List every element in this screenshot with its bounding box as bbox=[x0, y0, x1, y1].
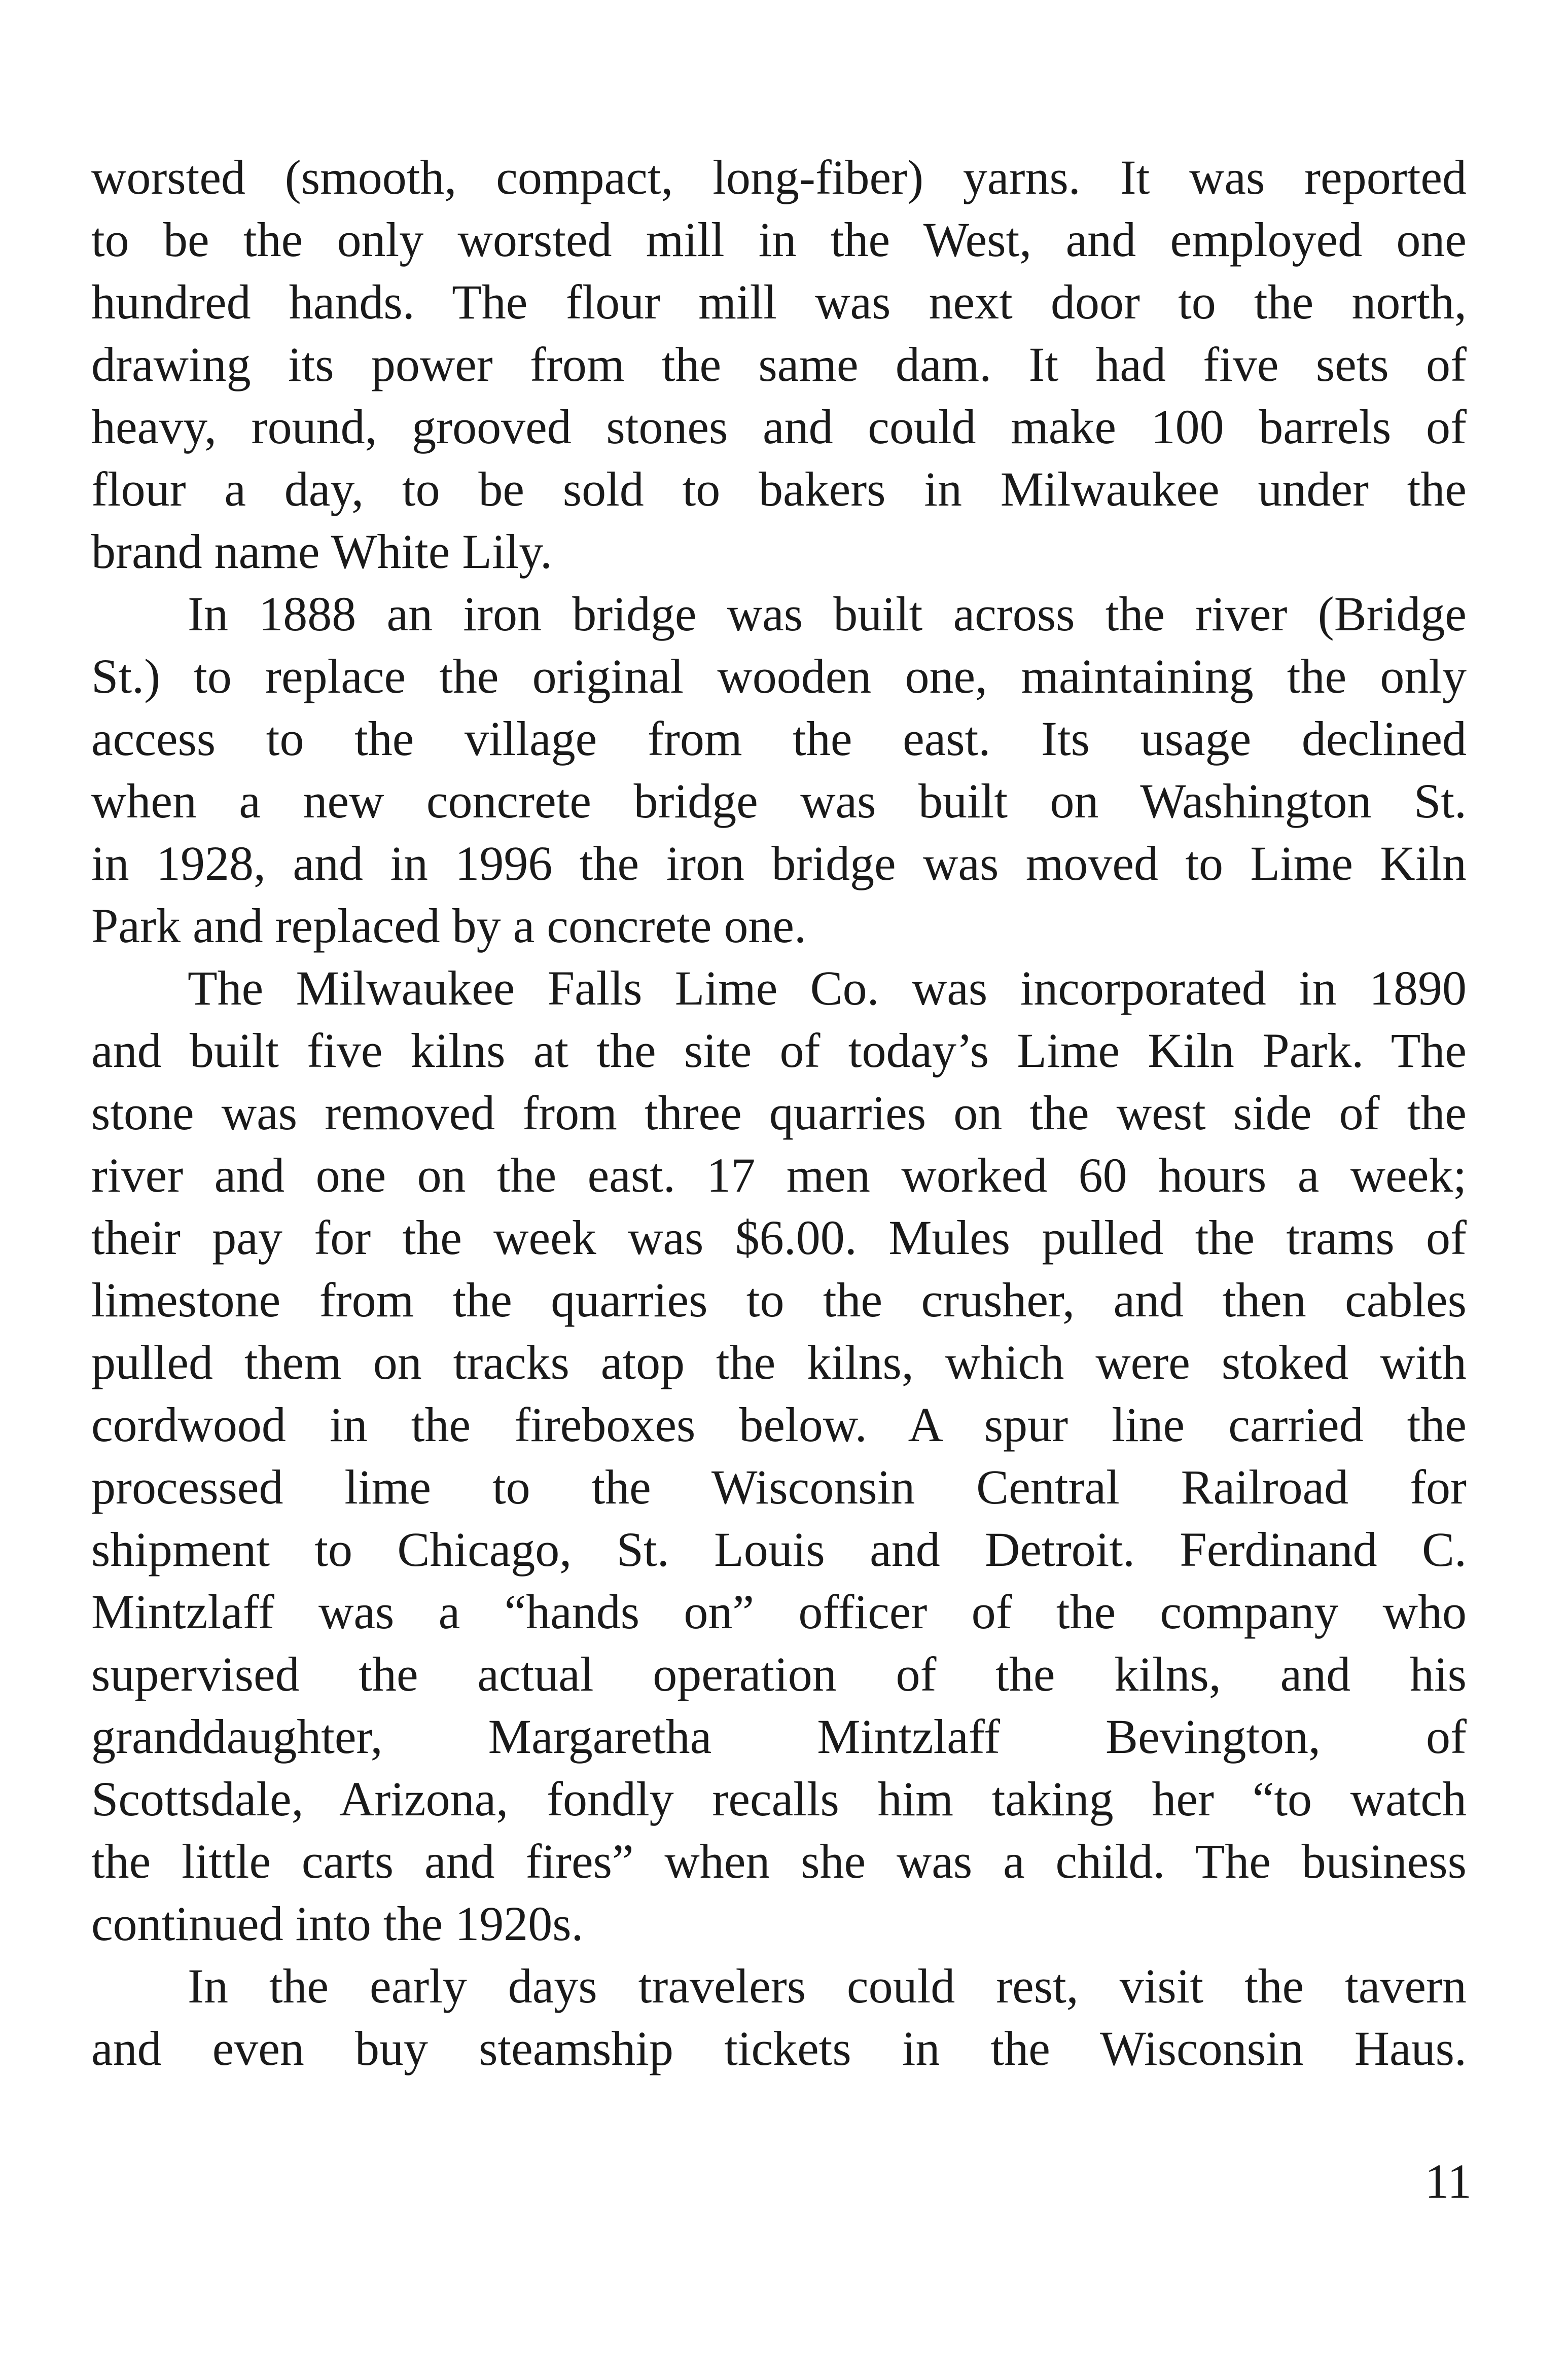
text-line: when a new concrete bridge was built on Washington St. bbox=[91, 774, 1467, 828]
page-number: 11 bbox=[1424, 2154, 1472, 2208]
text-line: worsted (smooth, compact, long-fiber) yarns. It was reported bbox=[91, 150, 1467, 204]
text-line: Mintzlaff was a “hands on” officer of the company who bbox=[91, 1585, 1467, 1639]
text-line: The Milwaukee Falls Lime Co. was incorporated in 1890 bbox=[188, 961, 1467, 1015]
text-line: and even buy steamship tickets in the Wisconsin Haus. bbox=[91, 2021, 1467, 2075]
text-line: processed lime to the Wisconsin Central Railroad for bbox=[91, 1460, 1467, 1514]
text-line: limestone from the quarries to the crusher, and then cables bbox=[91, 1273, 1467, 1327]
text-line: access to the village from the east. Its usage declined bbox=[91, 711, 1467, 766]
text-line: In the early days travelers could rest, visit the tavern bbox=[188, 1959, 1467, 2013]
text-line: drawing its power from the same dam. It had five sets of bbox=[91, 337, 1467, 391]
text-line: flour a day, to be sold to bakers in Milwaukee under the bbox=[91, 462, 1467, 516]
text-line: to be the only worsted mill in the West, and employed one bbox=[91, 212, 1467, 267]
text-line: In 1888 an iron bridge was built across the river (Bridge bbox=[188, 587, 1467, 641]
text-line: supervised the actual operation of the kilns, and his bbox=[91, 1647, 1467, 1701]
text-line: their pay for the week was $6.00. Mules pulled the trams of bbox=[91, 1210, 1467, 1265]
text-line: pulled them on tracks atop the kilns, which were stoked with bbox=[91, 1335, 1467, 1389]
text-line: and built five kilns at the site of today’s Lime Kiln Park. The bbox=[91, 1023, 1467, 1078]
text-line: Scottsdale, Arizona, fondly recalls him taking her “to watch bbox=[91, 1772, 1467, 1826]
text-line: river and one on the east. 17 men worked 60 hours a week; bbox=[91, 1148, 1467, 1202]
text-line: Park and replaced by a concrete one. bbox=[91, 899, 806, 953]
text-line: in 1928, and in 1996 the iron bridge was moved to Lime Kiln bbox=[91, 836, 1467, 890]
text-line: brand name White Lily. bbox=[91, 524, 553, 579]
text-line: continued into the 1920s. bbox=[91, 1896, 584, 1951]
text-line: stone was removed from three quarries on the west side of the bbox=[91, 1086, 1467, 1140]
text-line: hundred hands. The flour mill was next door to the north, bbox=[91, 275, 1467, 329]
text-line: granddaughter, Margaretha Mintzlaff Bevington, of bbox=[91, 1709, 1467, 1764]
text-line: cordwood in the fireboxes below. A spur line carried the bbox=[91, 1398, 1467, 1452]
text-line: St.) to replace the original wooden one, maintaining the only bbox=[91, 649, 1467, 703]
text-line: heavy, round, grooved stones and could make 100 barrels of bbox=[91, 400, 1467, 454]
text-line: the little carts and fires” when she was a child. The business bbox=[91, 1834, 1467, 1888]
text-line: shipment to Chicago, St. Louis and Detroit. Ferdinand C. bbox=[91, 1522, 1467, 1577]
